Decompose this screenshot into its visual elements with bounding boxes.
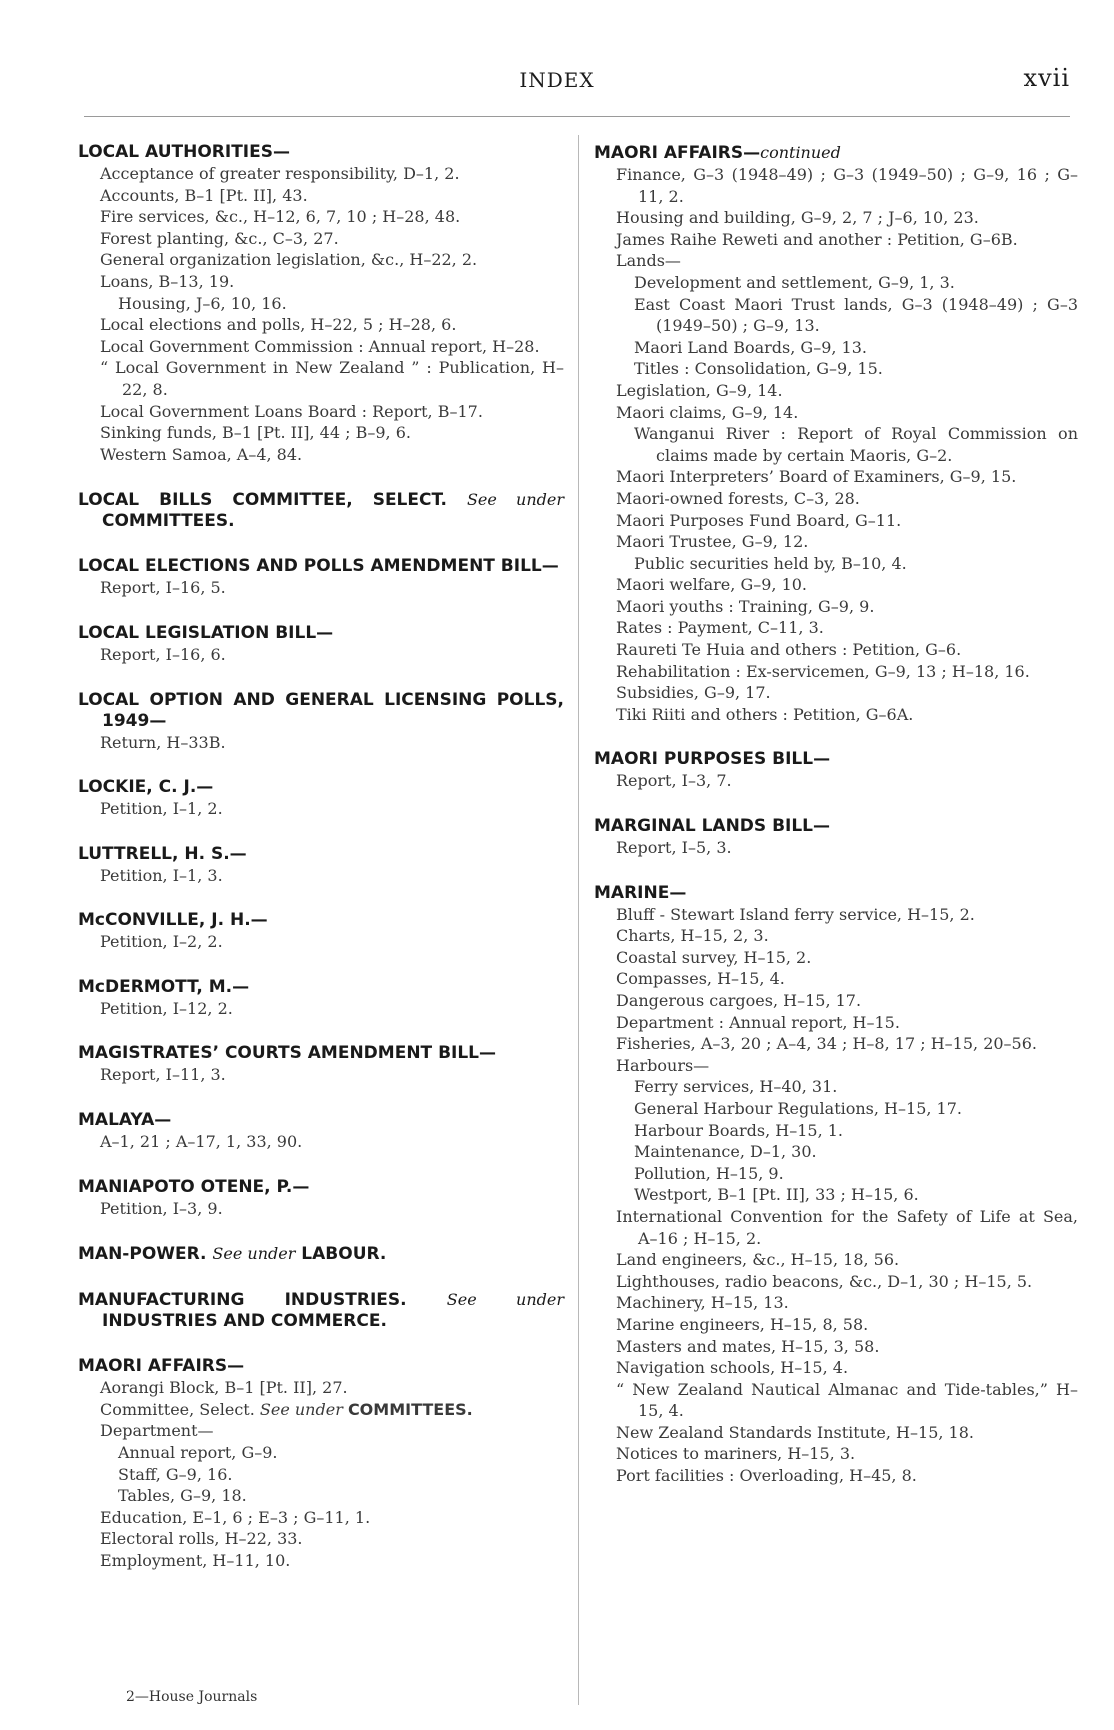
line-text: Return, H–33B. bbox=[100, 732, 226, 752]
line-text: Electoral rolls, H–22, 33. bbox=[100, 1529, 303, 1549]
line-text: Maori Interpreters’ Board of Examiners, G–9, 15. bbox=[616, 467, 1017, 487]
heading-continued: continued bbox=[760, 143, 841, 162]
entry-line bbox=[594, 1292, 1078, 1314]
entry-line bbox=[78, 228, 564, 250]
entry-line bbox=[594, 1206, 1078, 1249]
line-text: New Zealand Standards Institute, H–15, 18. bbox=[616, 1422, 974, 1442]
line-text: Tables, G–9, 18. bbox=[118, 1486, 247, 1506]
entry-line bbox=[594, 1141, 1078, 1163]
line-text: General Harbour Regulations, H–15, 17. bbox=[634, 1098, 962, 1118]
entry-heading bbox=[78, 489, 564, 532]
index-entry bbox=[78, 844, 564, 887]
index-entry bbox=[78, 142, 564, 465]
heading-text: MAN-POWER. bbox=[78, 1244, 207, 1265]
line-text: A–1, 21 ; A–17, 1, 33, 90. bbox=[100, 1132, 303, 1152]
heading-text: MANUFACTURING INDUSTRIES. bbox=[78, 1290, 407, 1311]
index-entry bbox=[78, 910, 564, 953]
entry-line bbox=[594, 617, 1078, 639]
line-text: Maintenance, D–1, 30. bbox=[634, 1142, 817, 1162]
line-text: James Raihe Reweti and another : Petition, G–6B. bbox=[616, 229, 1018, 249]
entry-line bbox=[594, 925, 1078, 947]
line-text: Aorangi Block, B–1 [Pt. II], 27. bbox=[100, 1378, 348, 1398]
column-divider bbox=[578, 135, 579, 1705]
entry-line bbox=[78, 1131, 564, 1153]
entry-heading bbox=[78, 1289, 564, 1332]
entry-line bbox=[594, 1098, 1078, 1120]
left-column bbox=[78, 142, 564, 1596]
entry-line bbox=[594, 1249, 1078, 1271]
entry-line bbox=[594, 402, 1078, 424]
entry-line bbox=[78, 1464, 564, 1486]
entry-line bbox=[594, 904, 1078, 926]
entry-line bbox=[594, 423, 1078, 466]
page-number: xvii bbox=[1023, 64, 1070, 92]
line-text: Department— bbox=[100, 1421, 214, 1441]
line-text: Rehabilitation : Ex-servicemen, G–9, 13 ; H–18, 16. bbox=[616, 661, 1030, 681]
entry-line bbox=[594, 1163, 1078, 1185]
entry-line bbox=[78, 1550, 564, 1572]
entry-line bbox=[594, 574, 1078, 596]
entry-line bbox=[78, 1485, 564, 1507]
entry-line bbox=[594, 250, 1078, 272]
line-text: Legislation, G–9, 14. bbox=[616, 380, 783, 400]
entry-line bbox=[78, 865, 564, 887]
entry-line bbox=[78, 271, 564, 293]
line-text: Maori youths : Training, G–9, 9. bbox=[616, 596, 875, 616]
entry-line bbox=[78, 732, 564, 754]
entry-line bbox=[594, 1033, 1078, 1055]
entry-heading bbox=[78, 777, 564, 798]
entry-heading bbox=[78, 910, 564, 931]
line-text: Report, I–3, 7. bbox=[616, 771, 732, 791]
line-text: Fire services, &c., H–12, 6, 7, 10 ; H–28, 48. bbox=[100, 207, 461, 227]
index-entry bbox=[594, 749, 1078, 792]
line-text: International Convention for the Safety of Life at Sea, A–16 ; H–15, 2. bbox=[616, 1206, 1078, 1248]
entry-line bbox=[594, 531, 1078, 553]
line-text: Dangerous cargoes, H–15, 17. bbox=[616, 991, 862, 1010]
entry-heading bbox=[78, 1110, 564, 1131]
heading-text: McCONVILLE, J. H.— bbox=[78, 910, 268, 931]
line-text: Report, I–16, 5. bbox=[100, 578, 226, 598]
entry-line bbox=[78, 206, 564, 228]
see-reference: See under bbox=[466, 490, 565, 510]
see-target: COMMITTEES. bbox=[102, 511, 235, 532]
entry-heading bbox=[78, 690, 564, 732]
entry-heading bbox=[594, 749, 1078, 770]
heading-text: LOCAL BILLS COMMITTEE, SELECT. bbox=[78, 490, 447, 511]
line-text: Masters and mates, H–15, 3, 58. bbox=[616, 1336, 880, 1356]
line-text: Notices to mariners, H–15, 3. bbox=[616, 1444, 856, 1464]
entry-line bbox=[594, 1422, 1078, 1444]
line-text: Port facilities : Overloading, H–45, 8. bbox=[616, 1466, 917, 1486]
entry-heading bbox=[78, 556, 564, 577]
line-text: Fisheries, A–3, 20 ; A–4, 34 ; H–8, 17 ; H–15, 20–56. bbox=[616, 1034, 1037, 1054]
heading-text: MALAYA— bbox=[78, 1110, 172, 1131]
line-text: Coastal survey, H–15, 2. bbox=[616, 947, 812, 967]
line-text: Report, I–11, 3. bbox=[100, 1065, 226, 1085]
entry-line bbox=[594, 682, 1078, 704]
line-text: Maori welfare, G–9, 10. bbox=[616, 575, 808, 595]
line-text: Report, I–5, 3. bbox=[616, 838, 732, 858]
entry-line bbox=[78, 314, 564, 336]
entry-heading bbox=[594, 816, 1078, 837]
line-text: Charts, H–15, 2, 3. bbox=[616, 926, 769, 946]
index-entry bbox=[78, 1243, 564, 1265]
entry-heading bbox=[78, 844, 564, 865]
entry-line bbox=[594, 770, 1078, 792]
entry-heading bbox=[594, 883, 1078, 904]
entry-line bbox=[78, 1198, 564, 1220]
line-text: Compasses, H–15, 4. bbox=[616, 969, 785, 989]
heading-text: LUTTRELL, H. S.— bbox=[78, 843, 247, 864]
line-text: Wanganui River : Report of Royal Commission on claims made by certain Maoris, G–2. bbox=[634, 424, 1078, 465]
line-text: Petition, I–1, 3. bbox=[100, 865, 223, 885]
heading-text: MAORI PURPOSES BILL— bbox=[594, 749, 831, 770]
line-text: Petition, I–2, 2. bbox=[100, 932, 223, 952]
entry-line bbox=[594, 1379, 1078, 1422]
line-text: Local Government Commission : Annual report, H–28. bbox=[100, 336, 540, 356]
line-text: East Coast Maori Trust lands, G–3 (1948–49) ; G–3 (1949–50) ; G–9, 13. bbox=[634, 294, 1078, 336]
line-text: Maori-owned forests, C–3, 28. bbox=[616, 488, 860, 508]
entry-line bbox=[594, 207, 1078, 229]
heading-text: MAORI AFFAIRS— bbox=[594, 143, 761, 163]
entry-line bbox=[594, 229, 1078, 251]
entry-line bbox=[594, 1076, 1078, 1098]
line-text: Petition, I–1, 2. bbox=[100, 799, 223, 819]
index-entry bbox=[78, 623, 564, 666]
entry-heading bbox=[78, 623, 564, 644]
entry-line bbox=[594, 990, 1078, 1012]
heading-text: MAGISTRATES’ COURTS AMENDMENT BILL— bbox=[78, 1043, 497, 1064]
entry-line bbox=[594, 1120, 1078, 1142]
see-reference: See under bbox=[446, 1290, 565, 1310]
entry-line bbox=[78, 1442, 564, 1464]
heading-text: McDERMOTT, M.— bbox=[78, 976, 250, 997]
index-entry bbox=[78, 690, 564, 754]
index-entry bbox=[78, 1356, 564, 1571]
heading-text: MAORI AFFAIRS— bbox=[78, 1356, 245, 1377]
entry-line bbox=[594, 488, 1078, 510]
entry-heading bbox=[78, 142, 564, 163]
line-text: Sinking funds, B–1 [Pt. II], 44 ; B–9, 6. bbox=[100, 423, 411, 443]
entry-line bbox=[594, 466, 1078, 488]
entry-line bbox=[594, 358, 1078, 380]
line-text: Lands— bbox=[616, 251, 681, 271]
entry-line bbox=[78, 577, 564, 599]
entry-line bbox=[78, 163, 564, 185]
line-text: Accounts, B–1 [Pt. II], 43. bbox=[100, 185, 308, 205]
entry-line bbox=[594, 1271, 1078, 1293]
index-entry bbox=[78, 556, 564, 599]
entry-line bbox=[594, 1055, 1078, 1077]
line-text: Navigation schools, H–15, 4. bbox=[616, 1358, 849, 1378]
entry-line bbox=[78, 357, 564, 400]
index-entry bbox=[78, 777, 564, 820]
line-text: Education, E–1, 6 ; E–3 ; G–11, 1. bbox=[100, 1507, 371, 1527]
line-text: Machinery, H–15, 13. bbox=[616, 1293, 789, 1313]
line-text: Land engineers, &c., H–15, 18, 56. bbox=[616, 1250, 900, 1270]
entry-line bbox=[78, 401, 564, 423]
right-column bbox=[594, 142, 1078, 1511]
line-text: Rates : Payment, C–11, 3. bbox=[616, 618, 824, 638]
entry-heading bbox=[78, 1243, 564, 1265]
line-text: Annual report, G–9. bbox=[118, 1443, 278, 1463]
entry-line bbox=[594, 380, 1078, 402]
entry-heading bbox=[78, 1356, 564, 1377]
line-text: Marine engineers, H–15, 8, 58. bbox=[616, 1314, 869, 1334]
line-text: Loans, B–13, 19. bbox=[100, 271, 235, 291]
line-text: Finance, G–3 (1948–49) ; G–3 (1949–50) ; G–9, 16 ; G–11, 2. bbox=[616, 165, 1078, 206]
index-entry bbox=[78, 1043, 564, 1086]
entry-heading bbox=[78, 1177, 564, 1198]
line-text: Staff, G–9, 16. bbox=[118, 1464, 233, 1484]
entry-line bbox=[78, 1377, 564, 1399]
line-text: Report, I–16, 6. bbox=[100, 644, 226, 664]
line-text: Maori Purposes Fund Board, G–11. bbox=[616, 510, 902, 530]
entry-line bbox=[78, 798, 564, 820]
entry-line bbox=[594, 639, 1078, 661]
index-entry bbox=[594, 816, 1078, 859]
entry-line bbox=[78, 931, 564, 953]
entry-line bbox=[594, 1336, 1078, 1358]
entry-heading bbox=[594, 142, 1078, 164]
line-text: Harbour Boards, H–15, 1. bbox=[634, 1120, 844, 1140]
line-text: Titles : Consolidation, G–9, 15. bbox=[634, 359, 883, 379]
see-target: INDUSTRIES AND COMMERCE. bbox=[102, 1311, 387, 1332]
line-text: Housing, J–6, 10, 16. bbox=[118, 293, 287, 313]
see-target: COMMITTEES. bbox=[347, 1399, 473, 1419]
entry-line bbox=[78, 336, 564, 358]
entry-line bbox=[594, 1184, 1078, 1206]
line-text: Public securities held by, B–10, 4. bbox=[634, 553, 907, 573]
line-text: Pollution, H–15, 9. bbox=[634, 1163, 784, 1183]
entry-line bbox=[594, 337, 1078, 359]
entry-line bbox=[594, 553, 1078, 575]
entry-line bbox=[594, 1443, 1078, 1465]
entry-heading bbox=[78, 977, 564, 998]
line-text: Bluff - Stewart Island ferry service, H–15, 2. bbox=[616, 904, 975, 924]
entry-line bbox=[78, 422, 564, 444]
see-reference: See under bbox=[212, 1244, 296, 1264]
line-text: Petition, I–12, 2. bbox=[100, 998, 233, 1018]
entry-line bbox=[78, 1528, 564, 1550]
page-title: INDEX bbox=[519, 68, 595, 92]
index-entry bbox=[78, 1110, 564, 1153]
line-text: Employment, H–11, 10. bbox=[100, 1551, 291, 1570]
line-text: Forest planting, &c., C–3, 27. bbox=[100, 228, 339, 248]
line-text: Westport, B–1 [Pt. II], 33 ; H–15, 6. bbox=[634, 1185, 919, 1205]
entry-line bbox=[78, 1420, 564, 1442]
index-entry bbox=[78, 1177, 564, 1220]
entry-line bbox=[78, 444, 564, 466]
line-text: Committee, Select. bbox=[100, 1399, 255, 1419]
line-text: Western Samoa, A–4, 84. bbox=[100, 444, 303, 464]
index-entry bbox=[594, 883, 1078, 1487]
line-text: Maori Trustee, G–9, 12. bbox=[616, 532, 809, 552]
entry-line bbox=[594, 1357, 1078, 1379]
heading-text: LOCAL OPTION AND GENERAL LICENSING POLLS, 1949— bbox=[78, 689, 564, 731]
line-text: Lighthouses, radio beacons, &c., D–1, 30 ; H–15, 5. bbox=[616, 1271, 1033, 1291]
heading-text: MANIAPOTO OTENE, P.— bbox=[78, 1176, 310, 1197]
line-text: Housing and building, G–9, 2, 7 ; J–6, 10, 23. bbox=[616, 208, 979, 228]
index-entry bbox=[78, 1289, 564, 1332]
line-text: Department : Annual report, H–15. bbox=[616, 1012, 900, 1032]
footer-signature: 2—House Journals bbox=[126, 1689, 258, 1705]
entry-line bbox=[594, 837, 1078, 859]
entry-line bbox=[594, 1012, 1078, 1034]
entry-line bbox=[78, 644, 564, 666]
entry-line bbox=[594, 294, 1078, 337]
line-text: Ferry services, H–40, 31. bbox=[634, 1077, 838, 1097]
line-text: Local elections and polls, H–22, 5 ; H–28, 6. bbox=[100, 315, 457, 335]
line-text: Harbours— bbox=[616, 1055, 710, 1075]
index-entry bbox=[594, 142, 1078, 725]
entry-line bbox=[594, 968, 1078, 990]
line-text: Maori Land Boards, G–9, 13. bbox=[634, 337, 867, 357]
entry-line bbox=[78, 249, 564, 271]
entry-line bbox=[594, 510, 1078, 532]
see-target: LABOUR. bbox=[301, 1244, 387, 1265]
see-reference: See under bbox=[259, 1399, 343, 1419]
entry-line bbox=[594, 596, 1078, 618]
entry-line bbox=[594, 947, 1078, 969]
heading-text: MARINE— bbox=[594, 882, 687, 903]
line-text: General organization legislation, &c., H–22, 2. bbox=[100, 250, 478, 270]
line-text: Maori claims, G–9, 14. bbox=[616, 402, 799, 422]
entry-line bbox=[594, 1314, 1078, 1336]
heading-text: LOCAL ELECTIONS AND POLLS AMENDMENT BILL— bbox=[78, 556, 559, 577]
heading-text: LOCAL AUTHORITIES— bbox=[78, 142, 290, 162]
entry-line bbox=[594, 272, 1078, 294]
entry-line bbox=[78, 1064, 564, 1086]
line-text: Petition, I–3, 9. bbox=[100, 1198, 223, 1218]
line-text: Subsidies, G–9, 17. bbox=[616, 683, 771, 703]
entry-line bbox=[594, 661, 1078, 683]
line-text: Tiki Riiti and others : Petition, G–6A. bbox=[616, 704, 914, 724]
entry-heading bbox=[78, 1043, 564, 1064]
entry-line bbox=[594, 164, 1078, 207]
line-text: Development and settlement, G–9, 1, 3. bbox=[634, 272, 955, 292]
index-entry bbox=[78, 489, 564, 532]
entry-line bbox=[78, 1507, 564, 1529]
entry-line bbox=[78, 1399, 564, 1421]
line-text: Acceptance of greater responsibility, D–1, 2. bbox=[100, 164, 460, 183]
entry-line bbox=[78, 998, 564, 1020]
index-entry bbox=[78, 977, 564, 1020]
entry-line bbox=[594, 704, 1078, 726]
header-rule bbox=[84, 116, 1070, 117]
entry-line bbox=[594, 1465, 1078, 1487]
heading-text: LOCAL LEGISLATION BILL— bbox=[78, 622, 334, 643]
line-text: Raureti Te Huia and others : Petition, G–6. bbox=[616, 640, 962, 660]
line-text: “ New Zealand Nautical Almanac and Tide-tables,” H–15, 4. bbox=[616, 1379, 1078, 1421]
entry-line bbox=[78, 185, 564, 207]
line-text: “ Local Government in New Zealand ” : Publication, H–22, 8. bbox=[100, 358, 564, 399]
running-head bbox=[0, 64, 1114, 98]
entry-line bbox=[78, 293, 564, 315]
heading-text: MARGINAL LANDS BILL— bbox=[594, 816, 831, 837]
line-text: Local Government Loans Board : Report, B–17. bbox=[100, 401, 483, 421]
heading-text: LOCKIE, C. J.— bbox=[78, 777, 214, 798]
